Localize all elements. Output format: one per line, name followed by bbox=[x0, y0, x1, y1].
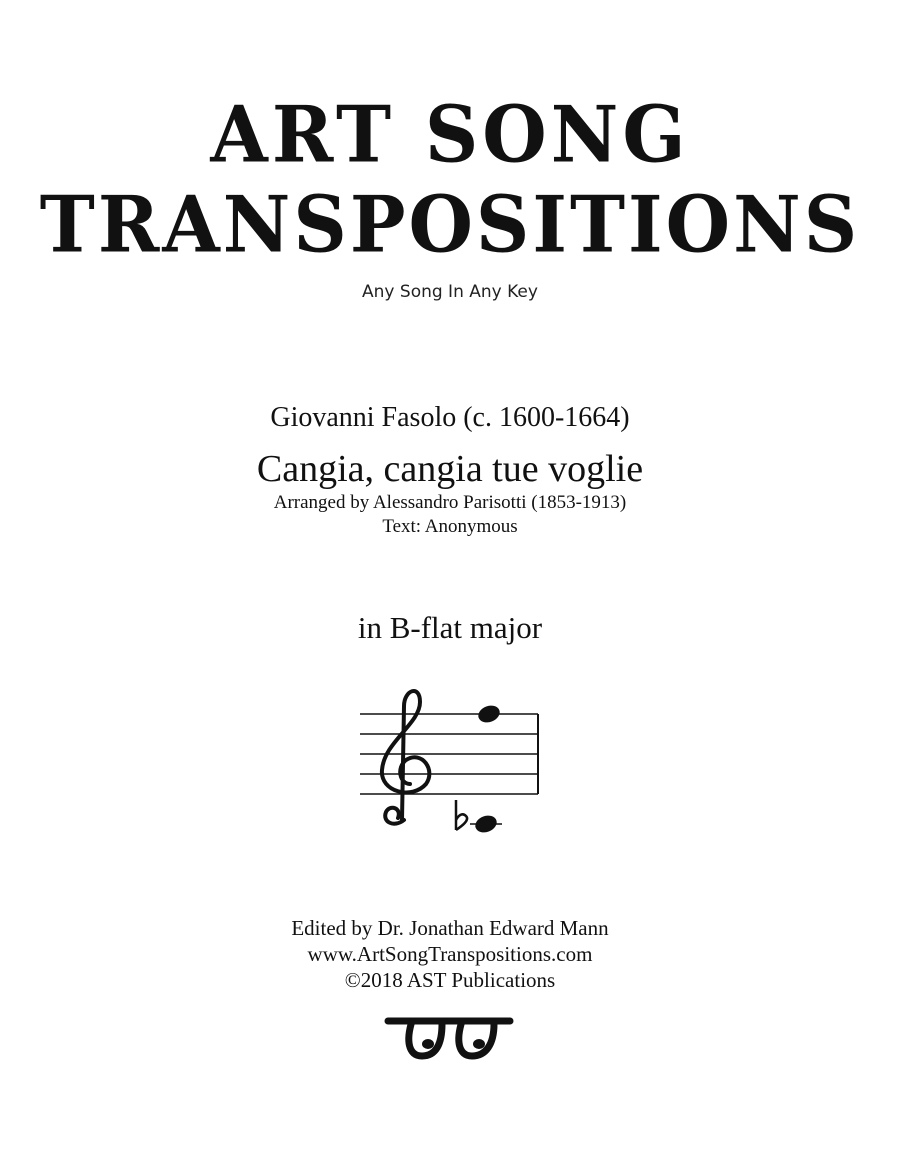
high-f-note-icon bbox=[476, 703, 502, 726]
brand-title-line2: TRANSPOSITIONS bbox=[39, 179, 861, 271]
text-credit: Text: Anonymous bbox=[382, 516, 518, 537]
brand-tagline: Any Song In Any Key bbox=[362, 282, 538, 302]
flat-icon bbox=[456, 800, 467, 830]
song-title: Cangia, cangia tue voglie bbox=[256, 448, 644, 490]
brand-title-line1: ART SONG bbox=[210, 89, 690, 181]
treble-clef-icon bbox=[382, 691, 429, 824]
editor-credit: Edited by Dr. Jonathan Edward Mann bbox=[291, 916, 609, 940]
key-label: in B-flat major bbox=[357, 610, 543, 645]
arranger-credit: Arranged by Alessandro Parisotti (1853-1913) bbox=[273, 492, 627, 513]
vocal-range-staff bbox=[352, 680, 552, 840]
double-note-logo-icon bbox=[382, 1016, 522, 1064]
copyright: ©2018 AST Publications bbox=[344, 968, 556, 992]
low-b-flat-note-icon bbox=[470, 813, 502, 836]
website-link[interactable]: www.ArtSongTranspositions.com bbox=[307, 942, 593, 966]
composer: Giovanni Fasolo (c. 1600-1664) bbox=[270, 402, 630, 433]
